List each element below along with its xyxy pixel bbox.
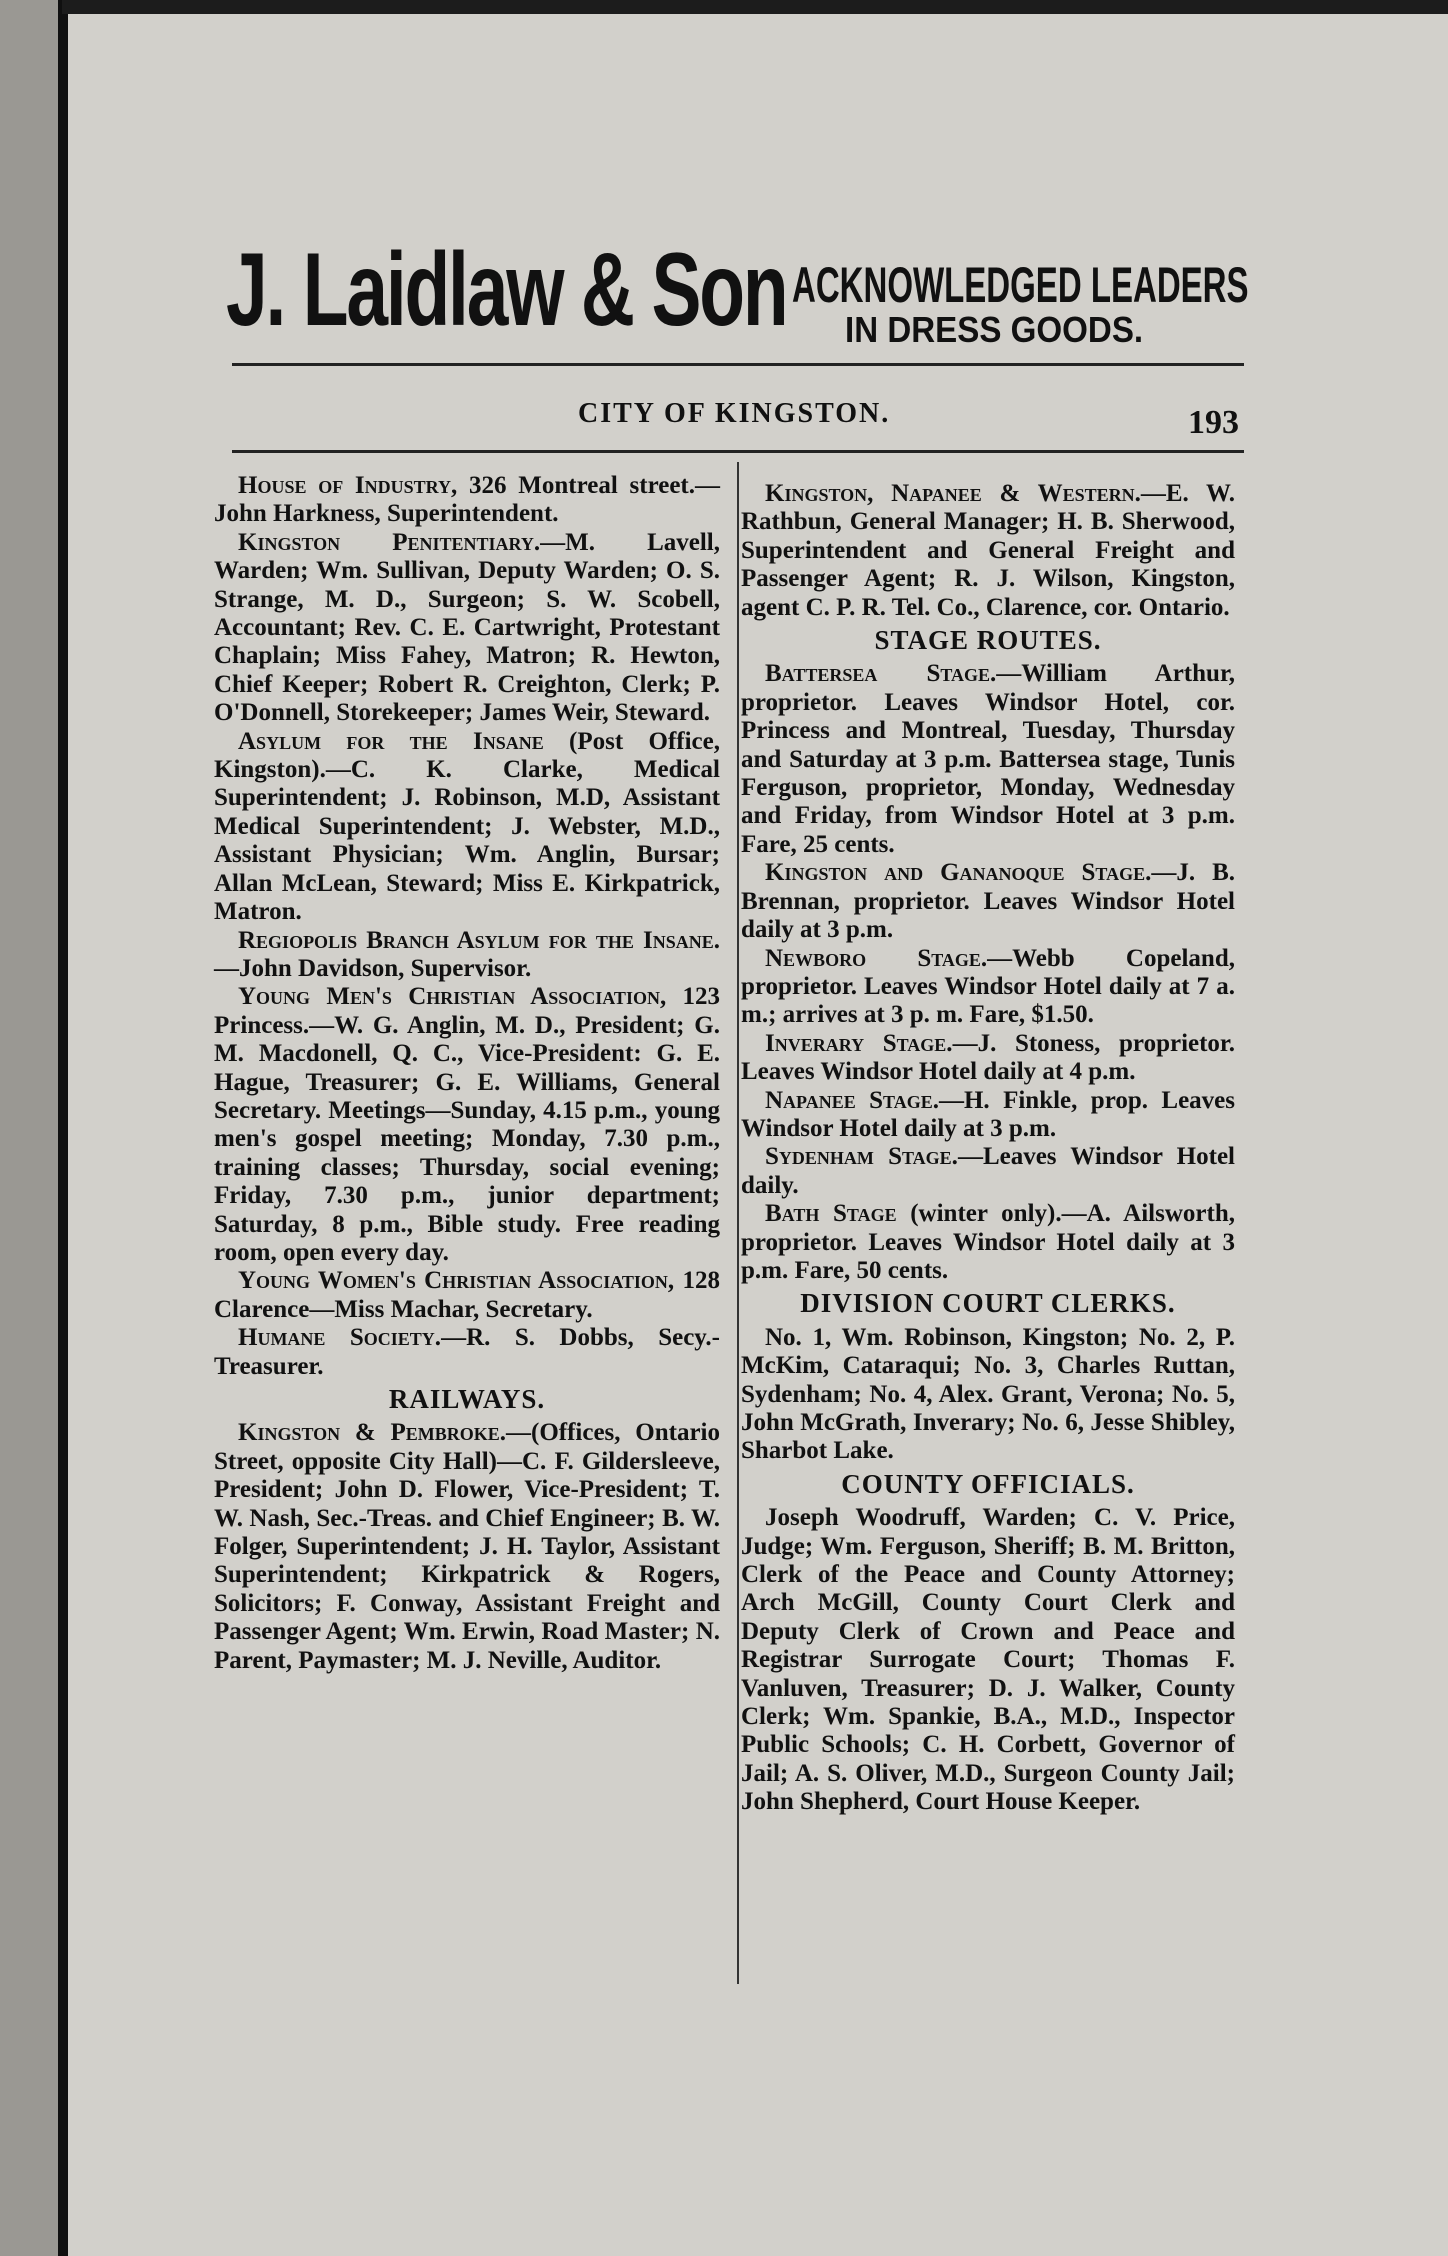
section-heading: COUNTY OFFICIALS. — [841, 1468, 1135, 1499]
directory-entry — [214, 983, 720, 1267]
entry-body: Joseph Woodruff, Warden; C. V. Price, Judge; Wm. Ferguson, Sheriff; B. M. Britton, Clerk of the Peace and County Attorney; Arch McGill, County Court Clerk and Deputy Clerk of Crown and Peace and Registrar Surrogate Court; Thomas F. Vanluven, Treasurer; D. J. Walker, County Clerk; Wm. Spankie, B.A., M.D., Inspector Public Schools; C. H. Corbett, Governor of Jail; A. S. Oliver, M.D., Surgeon County Jail; John Shepherd, Court House Keeper. — [741, 1504, 1235, 1816]
entry-body: (Post Office, Kingston).—C. K. Clarke, Medical Superintendent; J. Robinson, M.D, Assistant Medical Superintendent; J. Webster, M.D., Assistant Physician; Wm. Anglin, Bursar; Allan McLean, Steward; Miss E. Kirkpatrick, Matron. — [214, 727, 721, 926]
entry-body: —H. Finkle, prop. Leaves Windsor Hotel daily at 3 p.m. — [741, 1086, 1235, 1142]
ad-brand-name: J. Laidlaw & Son — [226, 232, 787, 348]
ad-tagline-line2: IN DRESS GOODS. — [845, 309, 1144, 350]
directory-entry — [741, 945, 1235, 1030]
left-column — [214, 472, 720, 1675]
section-heading: STAGE ROUTES. — [874, 625, 1102, 656]
entry-title: Asylum for the Insane — [238, 727, 544, 755]
entry-title: Kingston and Gananoque Stage. — [765, 859, 1152, 887]
directory-entry — [214, 1267, 720, 1324]
column-divider — [737, 462, 739, 1984]
entry-body: —William Arthur, proprietor. Leaves Windsor Hotel, cor. Princess and Montreal, Tuesday, Thursday and Saturday at 3 p.m. Battersea stage, Tunis Ferguson, proprietor, Monday, Wednesday and Friday, from Windsor Hotel at 3 p.m. Fare, 25 cents. — [741, 660, 1235, 858]
directory-entry — [741, 859, 1235, 944]
entry-title: Regiopolis Branch Asylum for the Insane. — [238, 926, 720, 954]
entry-title: House of Industry, — [238, 472, 458, 499]
entry-body: 123 Princess.—W. G. Anglin, M. D., President; G. M. Macdonell, Q. C., Vice-President: G. E. Hague, Treasurer; G. E. Williams, General Secretary. Meetings—Sunday, 4.15 p.m., young men's gospel meeting; Monday, 7.30 p.m., training classes; Thursday, social evening; Friday, 7.30 p.m., junior department; Saturday, 8 p.m., Bible study. Free reading room, open every day. — [214, 983, 720, 1266]
entry-title: Napanee Stage. — [765, 1086, 939, 1114]
entry-body: No. 1, Wm. Robinson, Kingston; No. 2, P. McKim, Cataraqui; No. 3, Charles Ruttan, Sydenham; No. 4, Alex. Grant, Verona; No. 5, John McGrath, Inverary; No. 6, Jesse Shibley, Sharbot Lake. — [741, 1323, 1235, 1465]
section-heading: RAILWAYS. — [388, 1384, 546, 1414]
entry-title: Young Men's Christian Association, — [238, 983, 667, 1011]
header-rule-bottom — [232, 450, 1244, 453]
directory-entry — [214, 728, 720, 927]
directory-entry — [214, 1324, 720, 1381]
directory-entry — [741, 1087, 1235, 1144]
binding-edge — [58, 0, 68, 2256]
entry-body: —Webb Copeland, proprietor. Leaves Windsor Hotel daily at 7 a. m.; arrives at 3 p. m. Fare, $1.50. — [741, 944, 1235, 1029]
directory-entry — [214, 927, 720, 984]
entry-body: —M. Lavell, Warden; Wm. Sullivan, Deputy Warden; O. S. Strange, M. D., Surgeon; S. W. Scobell, Accountant; Rev. C. E. Cartwright, Protestant Chaplain; Miss Fahey, Matron; R. Hewton, Chief Keeper; Robert R. Creighton, Clerk; P. O'Donnell, Storekeeper; James Weir, Steward. — [214, 528, 721, 727]
entry-body: —John Davidson, Supervisor. — [214, 954, 532, 982]
entry-title: Newboro Stage. — [765, 944, 988, 972]
directory-entry — [741, 480, 1235, 622]
entry-body: —R. S. Dobbs, Secy.-Treasurer. — [214, 1324, 721, 1380]
running-head: CITY OF KINGSTON. — [578, 398, 891, 429]
directory-entry — [741, 1030, 1235, 1087]
entry-body: —J. Stoness, proprietor. Leaves Windsor Hotel daily at 4 p.m. — [741, 1029, 1235, 1086]
entry-title: Battersea Stage. — [765, 660, 997, 688]
entry-title: Sydenham Stage. — [765, 1143, 958, 1171]
entry-body: —J. B. Brennan, proprietor. Leaves Windsor Hotel daily at 3 p.m. — [741, 859, 1235, 944]
section-heading: DIVISION COURT CLERKS. — [800, 1288, 1176, 1319]
header-rule-top — [232, 363, 1244, 366]
entry-body: —E. W. Rathbun, General Manager; H. B. Sherwood, Superintendent and General Freight and Passenger Agent; R. J. Wilson, Kingston, agent C. P. R. Tel. Co., Clarence, cor. Ontario. — [741, 480, 1236, 621]
page-number: 193 — [1188, 404, 1239, 441]
entry-title: Humane Society. — [238, 1324, 442, 1352]
entry-title: Kingston, Napanee & Western. — [765, 480, 1141, 507]
directory-entry — [741, 1200, 1235, 1285]
ad-tagline-line1: ACKNOWLEDGED LEADERS — [792, 257, 1249, 313]
scan-margin-strip — [0, 0, 62, 2256]
entry-title: Young Women's Christian Association, — [238, 1267, 675, 1295]
entry-title: Inverary Stage. — [765, 1029, 953, 1057]
entry-body: (winter only).—A. Ailsworth, proprietor. Leaves Windsor Hotel daily at 3 p.m. Fare, 50 cents. — [741, 1200, 1235, 1284]
entry-title: Kingston Penitentiary. — [238, 528, 541, 556]
right-column — [741, 480, 1235, 1817]
directory-entry — [214, 529, 720, 728]
entry-body: —Leaves Windsor Hotel daily. — [741, 1143, 1235, 1199]
directory-entry — [741, 1504, 1235, 1816]
directory-entry — [741, 1324, 1235, 1466]
directory-entry — [741, 660, 1235, 859]
entry-body: —(Offices, Ontario Street, opposite City Hall)—C. F. Gildersleeve, President; John D. Flower, Vice-President; T. W. Nash, Sec.-Treas. and Chief Engineer; B. W. Folger, Superintendent; J. H. Taylor, Assistant Superintendent; Kirkpatrick & Rogers, Solicitors; F. Conway, Assistant Freight and Passenger Agent; Wm. Erwin, Road Master; N. Parent, Paymaster; M. J. Neville, Auditor. — [214, 1419, 721, 1674]
entry-title: Kingston & Pembroke. — [238, 1419, 506, 1447]
directory-entry — [214, 1419, 720, 1675]
entry-title: Bath Stage — [765, 1200, 897, 1228]
directory-entry — [741, 1143, 1235, 1200]
entry-body: 128 Clarence—Miss Machar, Secretary. — [214, 1267, 720, 1323]
scan-top-edge — [62, 0, 1448, 14]
directory-entry — [214, 472, 720, 529]
entry-body: 326 Montreal street.—John Harkness, Superintendent. — [214, 472, 720, 528]
